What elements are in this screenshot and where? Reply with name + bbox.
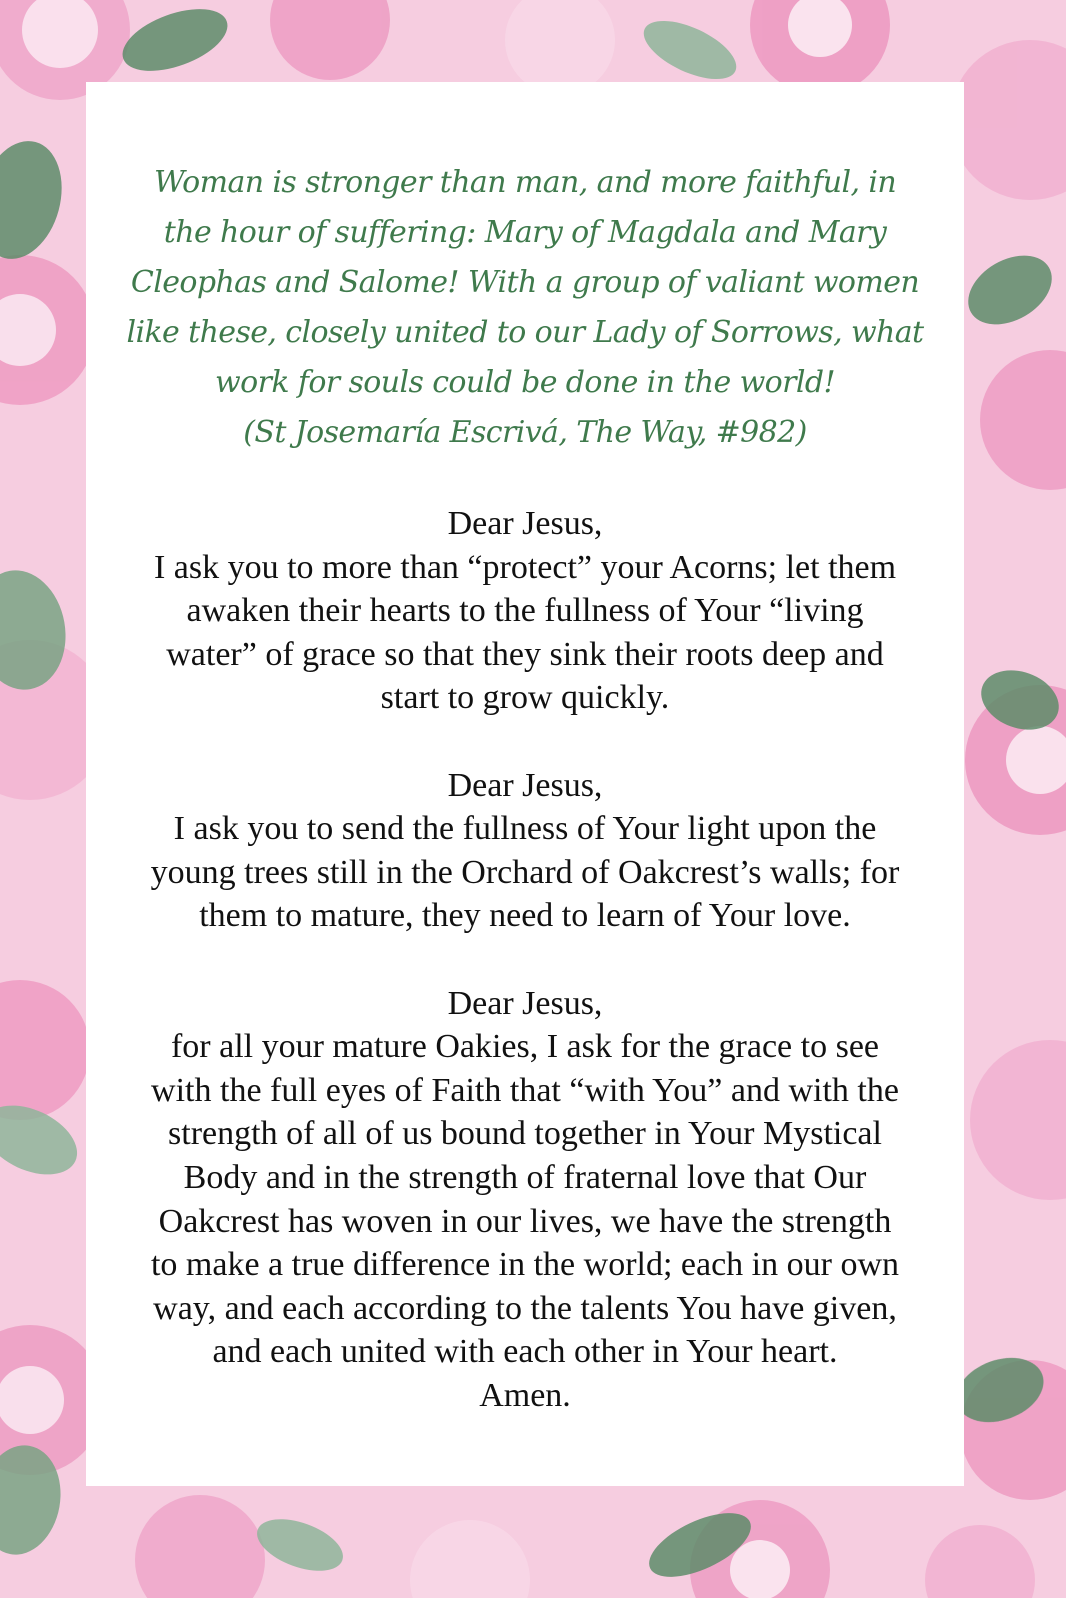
prayer-line: I ask you to send the fullness of Your light upon the [173,810,877,848]
salutation: Dear Jesus, [447,984,603,1022]
prayer-line: with the full eyes of Faith that “with You” and with the [151,1071,899,1109]
quote-line: Cleophas and Salome! With a group of valiant women [130,265,920,300]
prayer-line: way, and each according to the talents You have given, [153,1289,897,1327]
salutation: Dear Jesus, [447,766,603,804]
prayer-line: Oakcrest has woven in our lives, we have the strength [158,1202,892,1240]
prayer-line: water” of grace so that they sink their roots deep and [166,635,884,673]
prayer-line: them to mature, they need to learn of Your love. [199,897,851,935]
prayer-line: to make a true difference in the world; each in our own [150,1246,900,1284]
amen: Amen. [479,1376,571,1414]
prayer-paragraph-1 [106,502,944,720]
prayer-line: and each united with each other in Your heart. [212,1333,838,1371]
prayer-line: awaken their hearts to the fullness of Your “living [186,592,864,630]
prayer-paragraph-3 [106,982,944,1418]
prayer-paragraph-2 [106,764,944,938]
quote-attribution: (St Josemaría Escrivá, The Way, #982) [243,415,807,450]
quote-line: like these, closely united to our Lady of Sorrows, what [126,315,924,350]
prayer-text [106,502,944,1461]
prayer-line: strength of all of us bound together in Your Mystical [168,1115,882,1153]
prayer-line: young trees still in the Orchard of Oakcrest’s walls; for [150,853,900,891]
quote-block [106,158,944,458]
prayer-card [86,82,964,1486]
prayer-line: for all your mature Oakies, I ask for the grace to see [170,1028,880,1066]
prayer-line: Body and in the strength of fraternal love that Our [183,1158,867,1196]
prayer-line: I ask you to more than “protect” your Acorns; let them [153,548,897,586]
prayer-line: start to grow quickly. [380,679,670,717]
quote-line: Woman is stronger than man, and more faithful, in [153,165,897,200]
quote-line: the hour of suffering: Mary of Magdala and Mary [163,215,887,250]
salutation: Dear Jesus, [447,505,603,542]
quote-line: work for souls could be done in the world! [215,365,835,400]
